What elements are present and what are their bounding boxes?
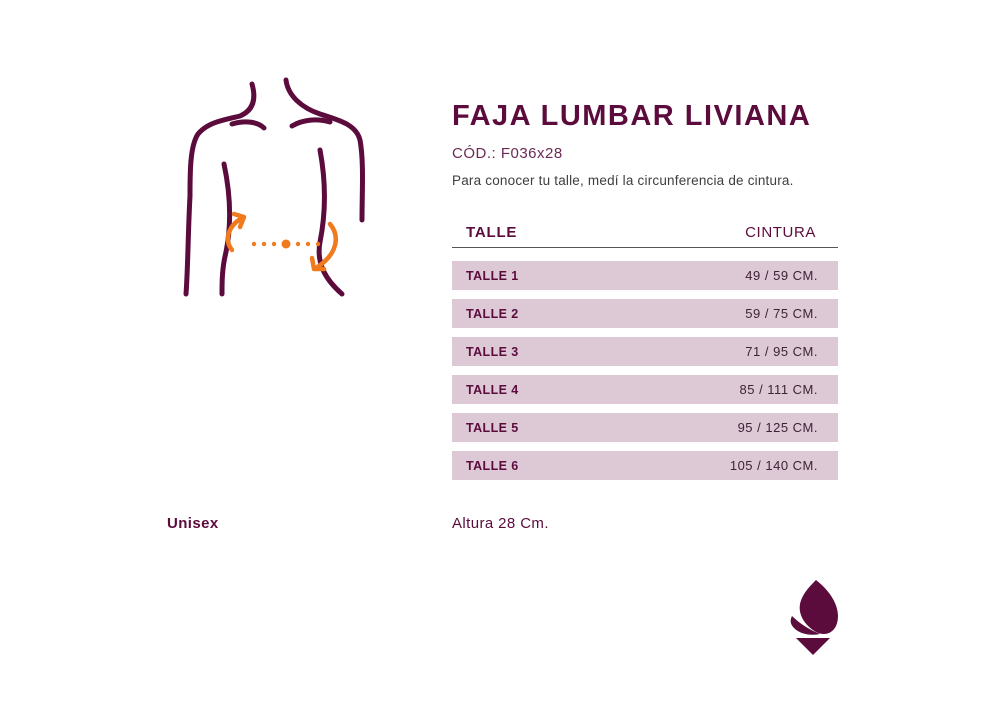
waist-cell: 71 / 95 CM.: [745, 344, 818, 359]
size-cell: TALLE 4: [466, 382, 519, 397]
size-cell: TALLE 2: [466, 306, 519, 321]
gender-label: Unisex: [167, 515, 219, 532]
size-cell: TALLE 1: [466, 268, 519, 283]
size-cell: TALLE 3: [466, 344, 519, 359]
table-row: [452, 451, 838, 480]
waist-column-header: CINTURA: [745, 224, 816, 241]
table-row: [452, 261, 838, 290]
waist-cell: 85 / 111 CM.: [739, 382, 818, 397]
size-column-header: TALLE: [466, 224, 518, 241]
size-cell: TALLE 6: [466, 458, 519, 473]
height-label: Altura 28 Cm.: [452, 515, 549, 532]
table-row: [452, 375, 838, 404]
waist-cell: 49 / 59 CM.: [745, 268, 818, 283]
torso-waist-measurement-icon: [170, 72, 380, 302]
size-table: [452, 218, 838, 489]
table-row: [452, 299, 838, 328]
leaf-brand-logo-icon: [786, 578, 840, 658]
table-row: [452, 337, 838, 366]
waist-cell: 95 / 125 CM.: [737, 420, 818, 435]
table-row: [452, 413, 838, 442]
size-instructions: Para conocer tu talle, medí la circunferencia de cintura.: [452, 173, 794, 188]
size-table-header: [452, 218, 838, 248]
product-code: CÓD.: F036x28: [452, 145, 563, 162]
product-title: FAJA LUMBAR LIVIANA: [452, 100, 812, 132]
waist-cell: 105 / 140 CM.: [729, 458, 818, 473]
size-cell: TALLE 5: [466, 420, 519, 435]
waist-cell: 59 / 75 CM.: [745, 306, 818, 321]
